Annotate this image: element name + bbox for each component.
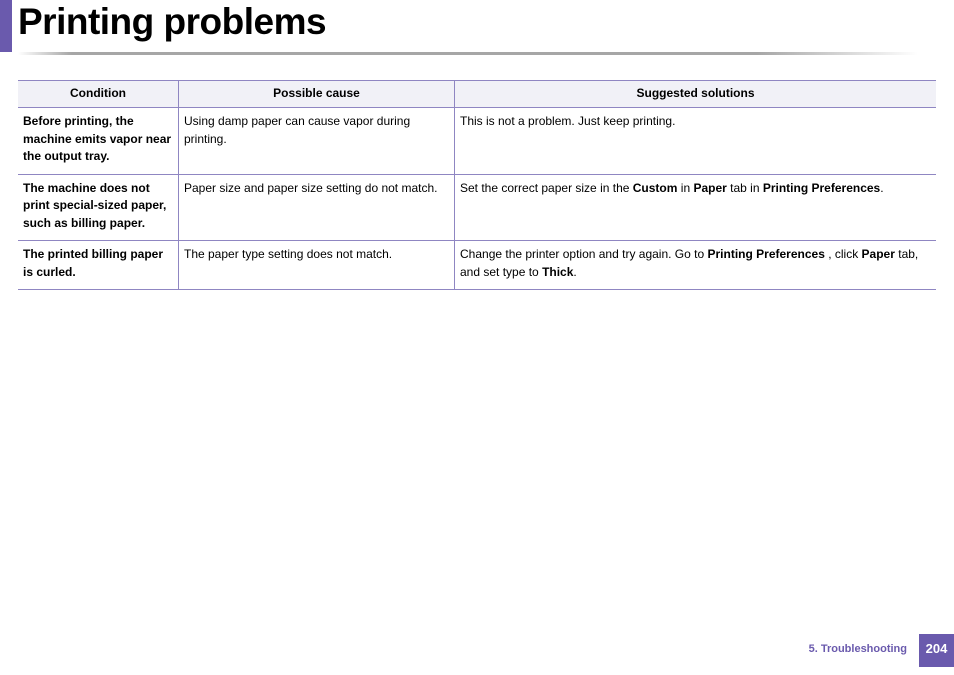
header-condition: Condition	[18, 81, 179, 108]
text-run: .	[880, 180, 884, 195]
header-possible-cause: Possible cause	[179, 81, 455, 108]
text-run: Change the printer option and try again. Go to	[460, 247, 708, 261]
text-run: in	[677, 180, 694, 195]
text-run: tab, and set type to	[460, 247, 919, 279]
cause-cell: Paper size and paper size setting do not match.	[179, 174, 455, 241]
title-divider	[18, 52, 918, 55]
table-row	[18, 174, 936, 241]
solution-cell: This is not a problem. Just keep printing.	[455, 108, 937, 175]
text-run: tab in	[726, 180, 763, 195]
table-row	[18, 241, 936, 290]
condition-cell: Before printing, the machine emits vapor near the output tray.	[18, 108, 179, 175]
title-accent-bar	[0, 0, 12, 52]
solution-cell	[455, 174, 937, 241]
text-run: .	[573, 264, 577, 279]
ui-term: Paper	[861, 247, 895, 261]
text-run: , click	[824, 247, 862, 261]
condition-cell: The printed billing paper is curled.	[18, 241, 179, 290]
header-suggested-solutions: Suggested solutions	[455, 81, 937, 108]
ui-term: Custom	[632, 180, 678, 195]
solution-cell	[455, 241, 937, 290]
condition-cell: The machine does not print special-sized paper, such as billing paper.	[18, 174, 179, 241]
text-run: Set the correct paper size in the	[460, 180, 633, 195]
footer-section-label: 5. Troubleshooting	[808, 643, 907, 655]
ui-term: Paper	[693, 180, 727, 195]
printing-problems-table	[18, 80, 936, 290]
ui-term: Printing Preferences	[762, 180, 881, 195]
cause-cell: Using damp paper can cause vapor during printing.	[179, 108, 455, 175]
table-header-row	[18, 81, 936, 108]
page-number-badge: 204	[919, 634, 954, 667]
table-row	[18, 108, 936, 175]
cause-cell: The paper type setting does not match.	[179, 241, 455, 290]
page-title: Printing problems	[18, 1, 327, 42]
ui-term: Printing Preferences	[707, 247, 825, 261]
ui-term: Thick	[542, 264, 574, 279]
